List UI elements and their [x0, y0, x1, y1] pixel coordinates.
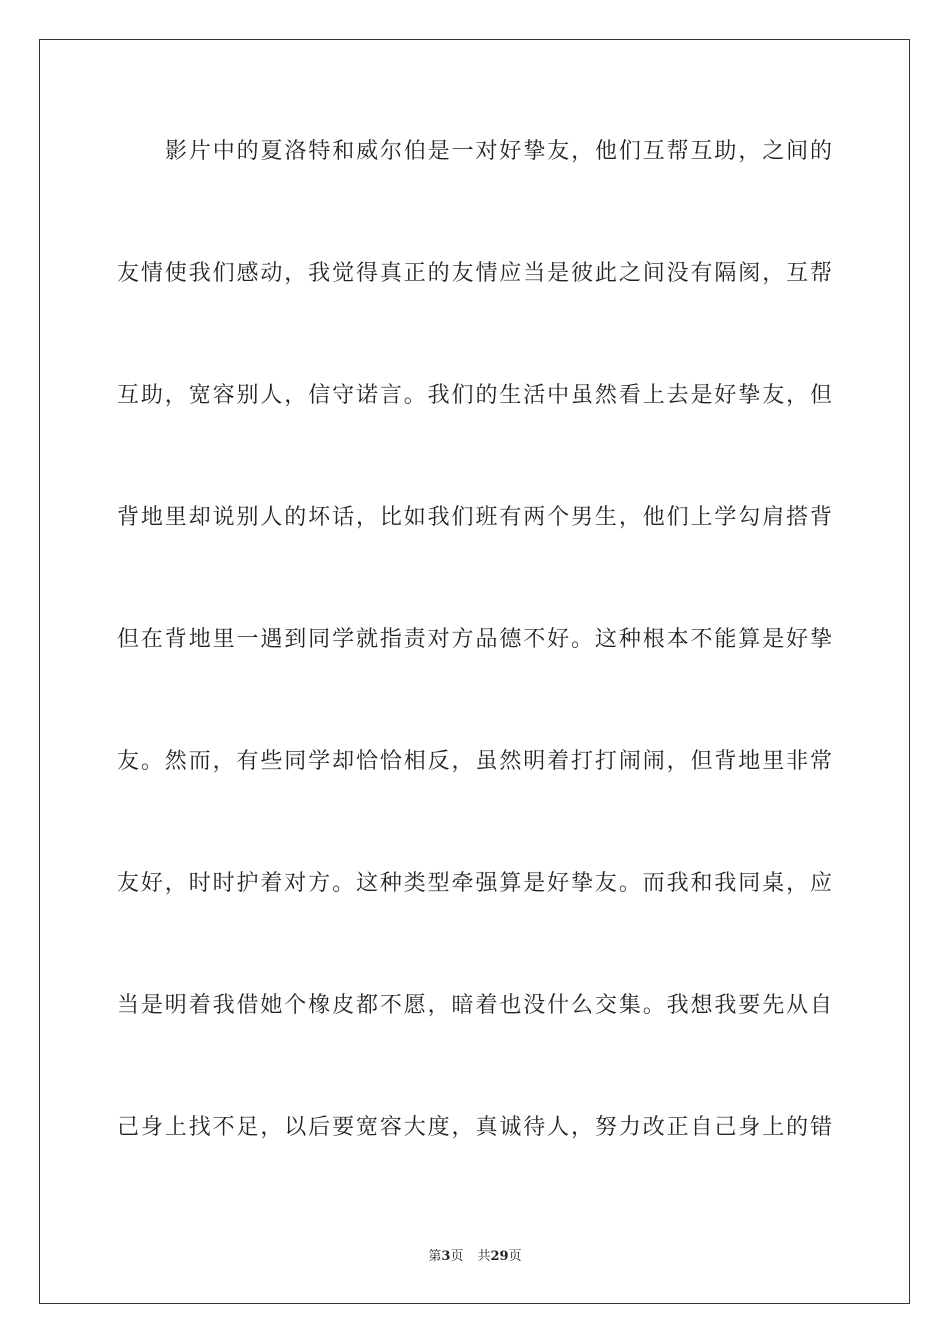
text-line: 互助，宽容别人，信守诺言。我们的生活中虽然看上去是好挚友，但: [117, 383, 833, 408]
text-line: 己身上找不足，以后要宽容大度，真诚待人，努力改正自己身上的错: [117, 1115, 833, 1140]
page-suffix: 页: [450, 1249, 464, 1264]
text-line: 背地里却说别人的坏话，比如我们班有两个男生，他们上学勾肩搭背: [117, 505, 833, 530]
text-line: 友情使我们感动，我觉得真正的友情应当是彼此之间没有隔阂，互帮: [117, 261, 833, 286]
text-line: 友。然而，有些同学却恰恰相反，虽然明着打打闹闹，但背地里非常: [117, 749, 833, 774]
text-line: 影片中的夏洛特和威尔伯是一对好挚友，他们互帮互助，之间的: [165, 139, 833, 164]
text-line: 友好，时时护着对方。这种类型牵强算是好挚友。而我和我同桌，应: [117, 871, 833, 896]
total-prefix: 共: [477, 1249, 491, 1264]
text-line: 当是明着我借她个橡皮都不愿，暗着也没什么交集。我想我要先从自: [117, 993, 833, 1018]
text-line: 但在背地里一遇到同学就指责对方品德不好。这种根本不能算是好挚: [117, 627, 833, 652]
page-prefix: 第: [428, 1249, 442, 1264]
total-page-count: 29: [490, 1249, 509, 1264]
current-page-number: 3: [441, 1249, 451, 1264]
page-footer: [0, 1248, 950, 1266]
total-suffix: 页: [508, 1249, 522, 1264]
